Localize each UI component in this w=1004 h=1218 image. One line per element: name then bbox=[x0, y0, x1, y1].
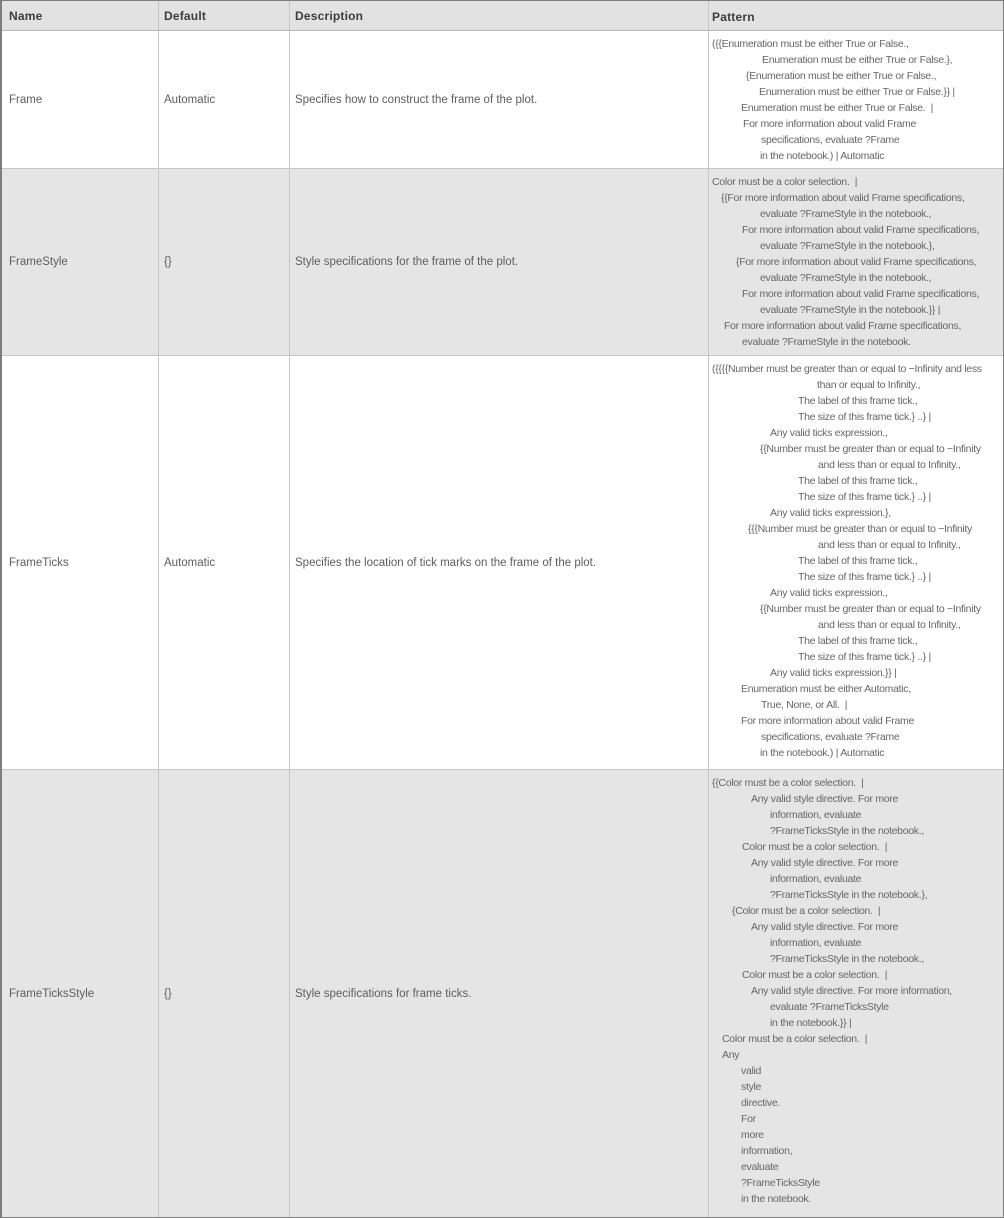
pattern-line: evaluate ?FrameStyle in the notebook.}} | bbox=[760, 304, 941, 316]
pattern-line: more bbox=[741, 1129, 764, 1141]
pattern-line: Any valid style directive. For more information, bbox=[751, 985, 952, 997]
default-cell: {} bbox=[159, 169, 290, 355]
pattern-line: evaluate ?FrameStyle in the notebook., bbox=[760, 208, 932, 220]
row-frame-style bbox=[2, 169, 1003, 356]
name-cell: FrameTicks bbox=[2, 356, 159, 769]
pattern-line: specifications, evaluate ?Frame bbox=[761, 731, 900, 743]
pattern-line: in the notebook.) | Automatic bbox=[760, 150, 885, 162]
pattern-line: in the notebook. bbox=[741, 1193, 811, 1205]
pattern-line: Any valid style directive. For more bbox=[751, 857, 899, 869]
pattern-line: For more information about valid Frame specifications, bbox=[742, 288, 980, 300]
pattern-line: ?FrameTicksStyle bbox=[741, 1177, 820, 1189]
pattern-line: Any valid ticks expression., bbox=[770, 427, 888, 439]
pattern-line: Enumeration must be either True or False.}} | bbox=[759, 86, 955, 98]
pattern-line: {{For more information about valid Frame specifications, bbox=[721, 192, 965, 204]
pattern-line: {Enumeration must be either True or False., bbox=[746, 70, 937, 82]
row-frame bbox=[2, 31, 1003, 169]
pattern-line: For more information about valid Frame bbox=[743, 118, 917, 130]
pattern-cell bbox=[709, 169, 1003, 355]
pattern-line: valid bbox=[741, 1065, 762, 1077]
pattern-line: The size of this frame tick.} ..} | bbox=[798, 411, 931, 423]
pattern-line: The size of this frame tick.} ..} | bbox=[798, 571, 931, 583]
description-cell: Style specifications for the frame of the plot. bbox=[290, 169, 709, 355]
pattern-lines bbox=[712, 775, 1000, 1207]
pattern-line: Any valid ticks expression.}} | bbox=[770, 667, 897, 679]
row-frame-ticks bbox=[2, 356, 1003, 770]
pattern-line: Enumeration must be either Automatic, bbox=[741, 683, 911, 695]
pattern-line: Enumeration must be either True or False. | bbox=[741, 102, 934, 114]
pattern-lines bbox=[712, 36, 1000, 164]
pattern-line: information, bbox=[741, 1145, 793, 1157]
pattern-line: The label of this frame tick., bbox=[798, 635, 918, 647]
pattern-line: {{Number must be greater than or equal to −Infinity bbox=[760, 443, 981, 455]
column-header-pattern: Pattern bbox=[712, 9, 755, 24]
pattern-line: The label of this frame tick., bbox=[798, 475, 918, 487]
pattern-line: Any valid ticks expression., bbox=[770, 587, 888, 599]
name-cell: FrameTicksStyle bbox=[2, 770, 159, 1217]
pattern-line: Color must be a color selection. | bbox=[722, 1033, 868, 1045]
pattern-line: The label of this frame tick., bbox=[798, 555, 918, 567]
pattern-line: {{{Number must be greater than or equal to −Infinity bbox=[748, 523, 973, 535]
pattern-line: Any valid ticks expression.}, bbox=[770, 507, 891, 519]
pattern-line: The label of this frame tick., bbox=[798, 395, 918, 407]
pattern-line: {Color must be a color selection. | bbox=[732, 905, 881, 917]
pattern-cell bbox=[709, 770, 1003, 1217]
pattern-line: information, evaluate bbox=[770, 873, 862, 885]
pattern-line: than or equal to Infinity., bbox=[817, 379, 921, 391]
column-header-default: Default bbox=[159, 1, 290, 30]
default-cell: Automatic bbox=[159, 356, 290, 769]
pattern-line: evaluate ?FrameStyle in the notebook. bbox=[742, 336, 911, 348]
pattern-line: information, evaluate bbox=[770, 809, 862, 821]
pattern-line: Color must be a color selection. | bbox=[742, 841, 888, 853]
pattern-line: Color must be a color selection. | bbox=[712, 176, 858, 188]
column-header-description: Description bbox=[290, 1, 709, 30]
pattern-line: ?FrameTicksStyle in the notebook., bbox=[770, 953, 924, 965]
pattern-line: For more information about valid Frame bbox=[741, 715, 915, 727]
pattern-line: style bbox=[741, 1081, 762, 1093]
pattern-line: Color must be a color selection. | bbox=[742, 969, 888, 981]
pattern-line: The size of this frame tick.} ..} | bbox=[798, 491, 931, 503]
pattern-line: ?FrameTicksStyle in the notebook.}, bbox=[770, 889, 928, 901]
description-cell: Style specifications for frame ticks. bbox=[290, 770, 709, 1217]
pattern-line: and less than or equal to Infinity., bbox=[818, 619, 961, 631]
pattern-cell bbox=[709, 31, 1003, 168]
pattern-line: For more information about valid Frame specifications, bbox=[742, 224, 980, 236]
pattern-line: ?FrameTicksStyle in the notebook., bbox=[770, 825, 924, 837]
pattern-line: evaluate ?FrameStyle in the notebook.}, bbox=[760, 240, 935, 252]
pattern-line: {For more information about valid Frame specifications, bbox=[736, 256, 977, 268]
pattern-line: evaluate ?FrameTicksStyle bbox=[770, 1001, 889, 1013]
pattern-line: For bbox=[741, 1113, 756, 1125]
pattern-line: evaluate bbox=[741, 1161, 779, 1173]
pattern-line: ({{Enumeration must be either True or False., bbox=[712, 38, 909, 50]
default-cell: Automatic bbox=[159, 31, 290, 168]
pattern-lines bbox=[712, 361, 1000, 761]
name-cell: FrameStyle bbox=[2, 169, 159, 355]
pattern-line: in the notebook.) | Automatic bbox=[760, 747, 885, 759]
pattern-line: and less than or equal to Infinity., bbox=[818, 459, 961, 471]
pattern-line: information, evaluate bbox=[770, 937, 862, 949]
pattern-line: in the notebook.}} | bbox=[770, 1017, 852, 1029]
description-cell: Specifies the location of tick marks on the frame of the plot. bbox=[290, 356, 709, 769]
pattern-line: Any valid style directive. For more bbox=[751, 793, 899, 805]
pattern-line: and less than or equal to Infinity., bbox=[818, 539, 961, 551]
pattern-line: evaluate ?FrameStyle in the notebook., bbox=[760, 272, 932, 284]
table-header-row bbox=[2, 1, 1003, 31]
pattern-cell bbox=[709, 356, 1003, 769]
pattern-line: The size of this frame tick.} ..} | bbox=[798, 651, 931, 663]
pattern-line: True, None, or All. | bbox=[761, 699, 848, 711]
pattern-lines bbox=[712, 174, 1000, 350]
pattern-line: specifications, evaluate ?Frame bbox=[761, 134, 900, 146]
pattern-line: {{Color must be a color selection. | bbox=[712, 777, 864, 789]
pattern-line: Enumeration must be either True or False.}, bbox=[762, 54, 953, 66]
default-cell: {} bbox=[159, 770, 290, 1217]
pattern-line: Any bbox=[722, 1049, 740, 1061]
name-cell: Frame bbox=[2, 31, 159, 168]
row-frame-ticks-style bbox=[2, 770, 1003, 1217]
pattern-line: directive. bbox=[741, 1097, 781, 1109]
pattern-line: Any valid style directive. For more bbox=[751, 921, 899, 933]
description-cell: Specifies how to construct the frame of the plot. bbox=[290, 31, 709, 168]
pattern-line: For more information about valid Frame specifications, bbox=[724, 320, 962, 332]
pattern-line: ({{{{Number must be greater than or equal to −Infinity and less bbox=[712, 363, 982, 375]
pattern-line: {{Number must be greater than or equal to −Infinity bbox=[760, 603, 981, 615]
column-header-name: Name bbox=[2, 1, 159, 30]
